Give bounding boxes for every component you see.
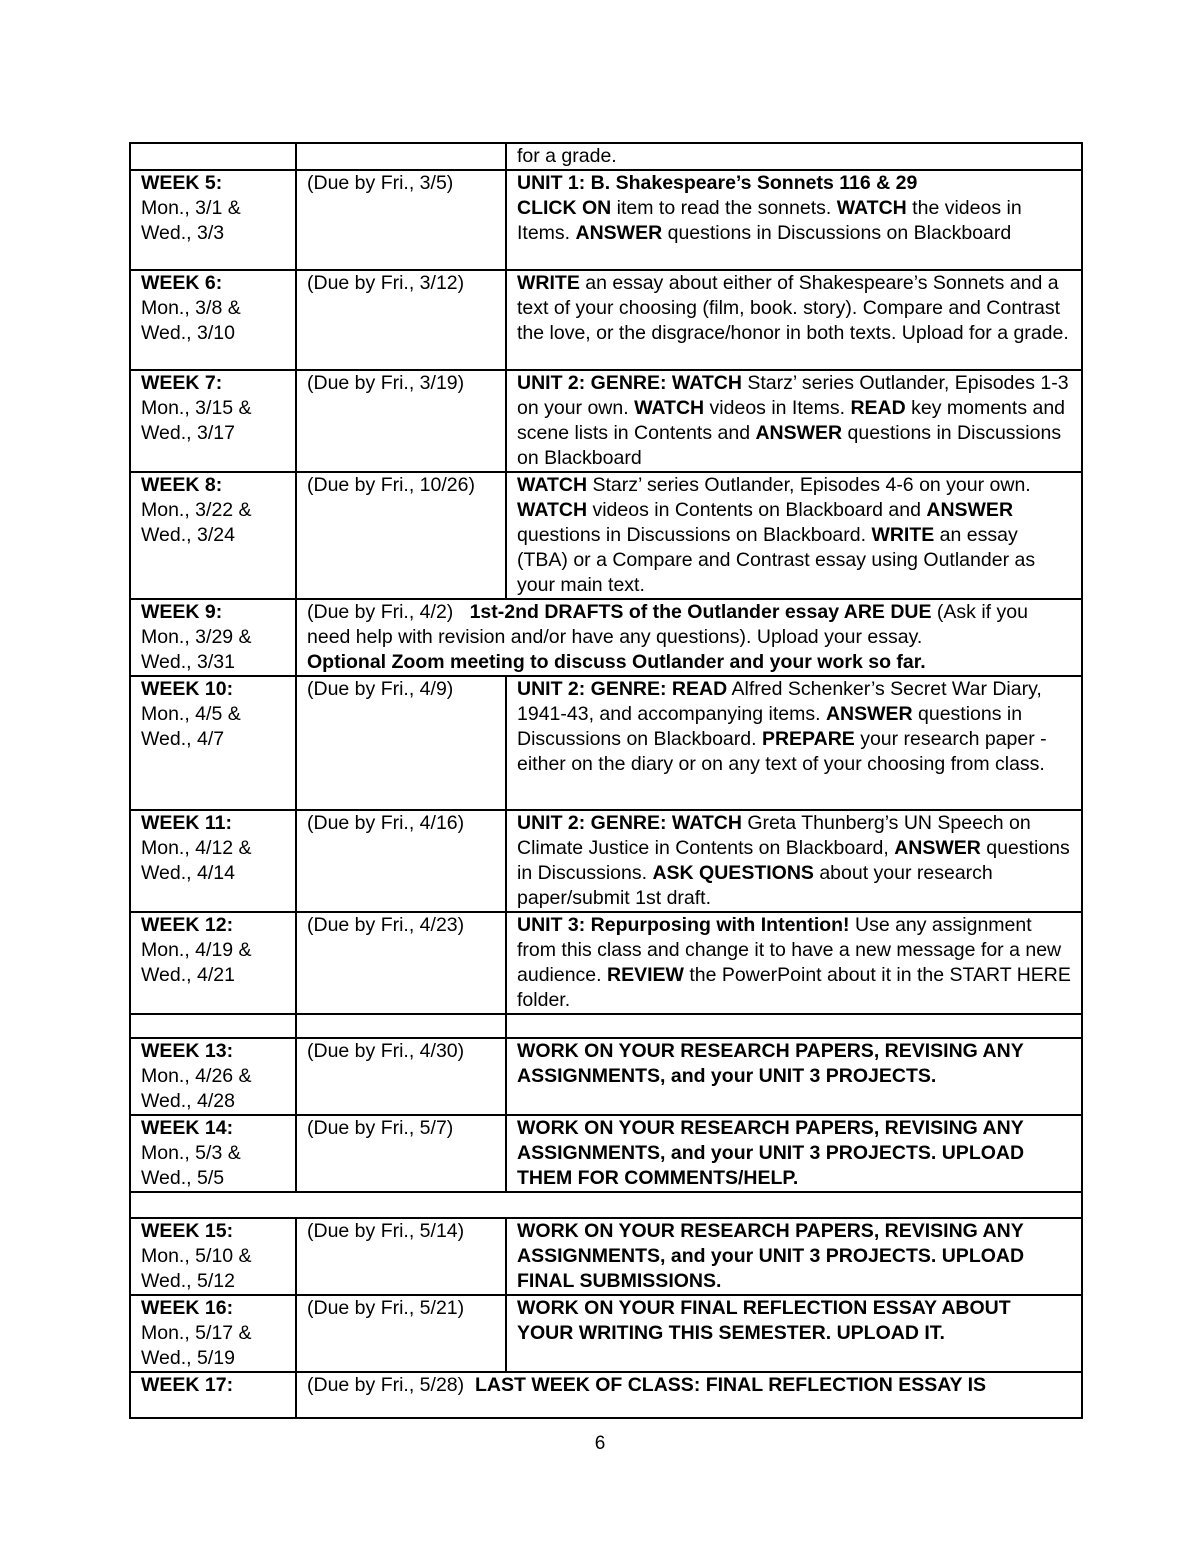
week-dates: Mon., 4/26 &: [141, 1065, 252, 1087]
due-date: (Due by Fri., 5/28): [307, 1374, 465, 1396]
week-label: WEEK 6:: [141, 272, 223, 294]
task-text: Starz’ series Outlander, Episodes 4-6 on your own.: [587, 474, 1031, 496]
task-keyword: UNIT 3: Repurposing with Intention!: [517, 914, 850, 936]
task-keyword: Optional Zoom meeting to discuss Outlander and your work so far.: [307, 651, 926, 673]
due-cell: [296, 1115, 506, 1192]
table-row: [130, 1038, 1082, 1115]
task-keyword: WATCH: [634, 397, 705, 419]
task-cell: [506, 1218, 1082, 1295]
week-dates: Mon., 4/19 &: [141, 939, 252, 961]
week-dates: Mon., 5/10 &: [141, 1245, 252, 1267]
task-keyword: PREPARE: [761, 728, 855, 750]
task-text: videos in Items.: [704, 397, 851, 419]
task-keyword: WORK ON YOUR RESEARCH PAPERS, REVISING ANY ASSIGNMENTS, and your UNIT 3 PROJECTS. UPLOAD THEM FOR COMMENTS/HELP.: [517, 1117, 1025, 1189]
task-keyword: REVIEW: [607, 964, 684, 986]
table-row: [130, 676, 1082, 810]
task-cell: [296, 599, 1082, 676]
week-cell: [130, 1372, 296, 1418]
task-keyword: WATCH: [517, 474, 588, 496]
due-date: (Due by Fri., 3/19): [307, 372, 465, 394]
task-keyword: CLICK ON: [517, 197, 612, 219]
table-row: [130, 1115, 1082, 1192]
week-cell: [130, 912, 296, 1014]
week-dates: Mon., 3/15 &: [141, 397, 252, 419]
task-text: questions in Discussions.: [517, 837, 1070, 884]
week-dates: Wed., 3/17: [141, 422, 235, 444]
task-text: key moments and scene lists in Contents and: [517, 397, 1066, 444]
table-row: [130, 1372, 1082, 1418]
table-row: [130, 170, 1082, 270]
due-date: (Due by Fri., 4/16): [307, 812, 465, 834]
task-keyword: WORK ON YOUR RESEARCH PAPERS, REVISING ANY ASSIGNMENTS, and your UNIT 3 PROJECTS. UPLOAD FINAL SUBMISSIONS.: [517, 1220, 1025, 1292]
task-text: Use any assignment from this class and change it to have a new message for a new audience.: [517, 914, 1062, 986]
task-text: questions in Discussions on Blackboard: [662, 222, 1012, 244]
task-keyword: WORK ON YOUR RESEARCH PAPERS, REVISING ANY ASSIGNMENTS, and your UNIT 3 PROJECTS.: [517, 1040, 1024, 1087]
table-row: [130, 1218, 1082, 1295]
table-row: [130, 599, 1082, 676]
table-row: [130, 143, 1082, 170]
week-dates: Mon., 5/3 &: [141, 1142, 241, 1164]
empty-cell: [296, 1014, 506, 1038]
task-keyword: ANSWER: [575, 222, 663, 244]
spacer-row: [130, 1014, 1082, 1038]
task-cell: [506, 270, 1082, 370]
week-label: WEEK 5:: [141, 172, 223, 194]
week-dates: Wed., 4/7: [141, 728, 225, 750]
task-keyword: UNIT 2: GENRE: WATCH: [517, 812, 742, 834]
week-label: WEEK 9:: [141, 601, 223, 623]
week-dates: Wed., 5/12: [141, 1270, 235, 1292]
week-cell: [130, 599, 296, 676]
week-dates: Wed., 4/28: [141, 1090, 235, 1112]
due-date: (Due by Fri., 5/21): [307, 1297, 465, 1319]
task-keyword: ANSWER: [755, 422, 843, 444]
task-cell: [506, 1115, 1082, 1192]
week-dates: Wed., 5/19: [141, 1347, 235, 1369]
task-keyword: WORK ON YOUR FINAL REFLECTION ESSAY ABOUT YOUR WRITING THIS SEMESTER. UPLOAD IT.: [517, 1297, 1011, 1344]
week-label: WEEK 7:: [141, 372, 223, 394]
due-date: (Due by Fri., 3/5): [307, 172, 454, 194]
task-keyword: UNIT 2: GENRE: READ: [517, 678, 728, 700]
task-keyword: LAST WEEK OF CLASS: FINAL REFLECTION ESSAY IS: [474, 1374, 987, 1396]
task-text: questions in Discussions on Blackboard: [517, 422, 1062, 469]
due-date: (Due by Fri., 4/30): [307, 1040, 465, 1062]
task-text: about your research paper/submit 1st draft.: [517, 862, 993, 909]
task-text: an essay about either of Shakespeare’s Sonnets and a text of your choosing (film, book. story). Compare and Contrast the love, or the disgrace/honor in both texts. Upload for a grade.: [517, 272, 1069, 344]
due-date: (Due by Fri., 4/2): [307, 601, 454, 623]
week-cell: [130, 472, 296, 599]
week-label: WEEK 15:: [141, 1220, 234, 1242]
task-cell: [506, 676, 1082, 810]
week-dates: Mon., 5/17 &: [141, 1322, 252, 1344]
due-date: (Due by Fri., 4/9): [307, 678, 454, 700]
week-dates: Wed., 3/24: [141, 524, 235, 546]
due-date: (Due by Fri., 5/14): [307, 1220, 465, 1242]
week-cell: [130, 1115, 296, 1192]
task-text: Starz’ series Outlander, Episodes 1-3 on your own.: [517, 372, 1069, 419]
task-keyword: READ: [850, 397, 906, 419]
week-cell: [130, 676, 296, 810]
task-text: item to read the sonnets.: [611, 197, 837, 219]
task-keyword: WRITE: [517, 272, 580, 294]
task-text: questions in Discussions on Blackboard.: [517, 703, 1023, 750]
due-cell: [296, 1218, 506, 1295]
task-cell: [506, 370, 1082, 472]
week-cell: [130, 143, 296, 170]
schedule-table: [129, 142, 1083, 1419]
due-cell: [296, 1295, 506, 1372]
due-cell: [296, 370, 506, 472]
task-text: for a grade.: [517, 145, 617, 167]
week-label: WEEK 16:: [141, 1297, 234, 1319]
task-cell: [506, 472, 1082, 599]
task-keyword: ASK QUESTIONS: [652, 862, 814, 884]
task-cell: [506, 810, 1082, 912]
task-cell: [506, 1038, 1082, 1115]
week-label: WEEK 8:: [141, 474, 223, 496]
task-keyword: WATCH: [836, 197, 907, 219]
task-cell: [296, 1372, 1082, 1418]
week-dates: Wed., 3/31: [141, 651, 235, 673]
task-cell: [506, 170, 1082, 270]
spacer-row: [130, 1192, 1082, 1218]
week-dates: Wed., 4/21: [141, 964, 235, 986]
table-row: [130, 1295, 1082, 1372]
task-text: (Ask if you need help with revision and/or have any questions). Upload your essay.: [307, 601, 1028, 648]
due-cell: [296, 170, 506, 270]
due-cell: [296, 810, 506, 912]
task-text: your research paper - either on the diary or on any text of your choosing from class.: [517, 728, 1047, 775]
week-label: WEEK 14:: [141, 1117, 234, 1139]
week-label: WEEK 11:: [141, 812, 233, 834]
week-label: WEEK 10:: [141, 678, 234, 700]
week-cell: [130, 1295, 296, 1372]
week-label: WEEK 17:: [141, 1374, 234, 1396]
task-text: the PowerPoint about it in the START HERE folder.: [517, 964, 1071, 1011]
due-date: (Due by Fri., 4/23): [307, 914, 465, 936]
week-cell: [130, 810, 296, 912]
week-label: WEEK 13:: [141, 1040, 234, 1062]
table-row: [130, 472, 1082, 599]
due-cell: [296, 143, 506, 170]
week-cell: [130, 1038, 296, 1115]
task-text: videos in Contents on Blackboard and: [587, 499, 927, 521]
task-text: the videos in Items.: [517, 197, 1022, 244]
task-keyword: ANSWER: [894, 837, 981, 859]
task-keyword: ANSWER: [825, 703, 913, 725]
week-dates: Wed., 3/10: [141, 322, 235, 344]
due-cell: [296, 270, 506, 370]
due-date: (Due by Fri., 5/7): [307, 1117, 454, 1139]
task-keyword: UNIT 2: GENRE: WATCH: [517, 372, 742, 394]
task-keyword: WATCH: [517, 499, 588, 521]
task-text: Alfred Schenker’s Secret War Diary, 1941-43, and accompanying items.: [517, 678, 1042, 725]
empty-cell: [506, 1014, 1082, 1038]
due-cell: [296, 676, 506, 810]
task-text: questions in Discussions on Blackboard.: [517, 524, 872, 546]
table-row: [130, 912, 1082, 1014]
week-dates: Mon., 3/8 &: [141, 297, 241, 319]
week-dates: Wed., 4/14: [141, 862, 235, 884]
week-cell: [130, 170, 296, 270]
task-cell: [506, 1295, 1082, 1372]
empty-cell: [130, 1014, 296, 1038]
week-dates: Mon., 3/22 &: [141, 499, 252, 521]
week-cell: [130, 1218, 296, 1295]
week-cell: [130, 270, 296, 370]
week-dates: Mon., 4/5 &: [141, 703, 241, 725]
due-cell: [296, 1038, 506, 1115]
week-label: WEEK 12:: [141, 914, 234, 936]
due-cell: [296, 912, 506, 1014]
page-number: 6: [594, 1433, 606, 1454]
task-keyword: 1st-2nd DRAFTS of the Outlander essay ARE DUE: [469, 601, 932, 623]
task-cell: [506, 143, 1082, 170]
table-row: [130, 810, 1082, 912]
due-date: (Due by Fri., 10/26): [307, 474, 475, 496]
week-dates: Mon., 3/29 &: [141, 626, 252, 648]
due-date: (Due by Fri., 3/12): [307, 272, 465, 294]
due-cell: [296, 472, 506, 599]
task-keyword: WRITE: [871, 524, 935, 546]
unit-heading: UNIT 1: B. Shakespeare’s Sonnets 116 & 29: [517, 172, 918, 194]
week-dates: Wed., 3/3: [141, 222, 225, 244]
task-text: Greta Thunberg’s UN Speech on Climate Justice in Contents on Blackboard,: [517, 812, 1031, 859]
task-cell: [506, 912, 1082, 1014]
task-text: an essay (TBA) or a Compare and Contrast essay using Outlander as your main text.: [517, 524, 1036, 596]
week-dates: Mon., 3/1 &: [141, 197, 241, 219]
week-dates: Mon., 4/12 &: [141, 837, 252, 859]
week-dates: Wed., 5/5: [141, 1167, 225, 1189]
table-row: [130, 270, 1082, 370]
task-keyword: ANSWER: [926, 499, 1014, 521]
table-row: [130, 370, 1082, 472]
week-cell: [130, 370, 296, 472]
empty-cell: [130, 1192, 1082, 1218]
